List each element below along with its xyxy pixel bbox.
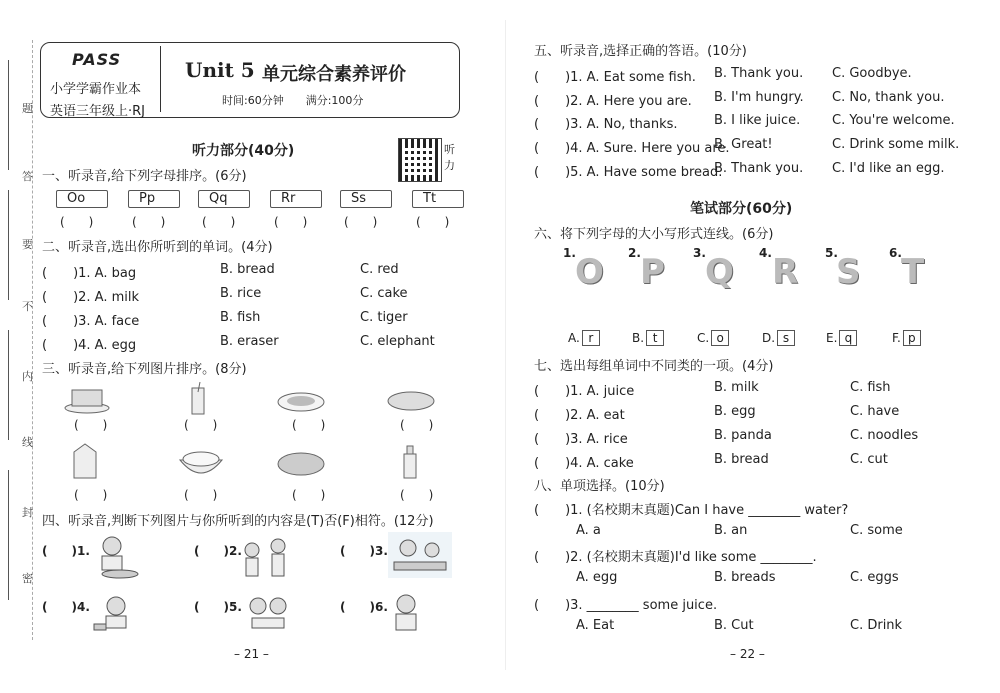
question-item: ( )1. A. bag: [42, 266, 137, 281]
question-item: ( )5. A. Have some bread.: [534, 165, 723, 180]
uppercase-letter: P: [640, 252, 665, 292]
letter-card: Pp: [128, 190, 180, 208]
egg-plate-image: [276, 450, 326, 478]
two-kids-image: [238, 536, 292, 580]
binding-line: [8, 60, 9, 170]
question-item: ( )4. A. Sure. Here you are.: [534, 141, 730, 156]
option-c: C. elephant: [360, 334, 435, 349]
lowercase-option: [826, 330, 857, 346]
girl-image: [92, 594, 134, 634]
letter-card: Qq: [198, 190, 250, 208]
fish-plate-image: [276, 388, 326, 414]
option-c: C. eggs: [850, 570, 899, 585]
lowercase-letter[interactable]: s: [777, 330, 795, 346]
binding-margin: [0, 0, 40, 693]
answer-paren[interactable]: ( ): [132, 215, 166, 229]
option-a: A. Eat: [576, 618, 615, 633]
question-item: ( )3. A. rice: [534, 432, 628, 447]
lowercase-option: [697, 330, 729, 346]
answer-paren[interactable]: ( ): [60, 215, 94, 229]
tf-item: ( )2.: [194, 544, 242, 558]
answer-paren[interactable]: ( ): [400, 488, 434, 502]
option-c: C. have: [850, 404, 900, 419]
book-subtitle: 英语三年级上·RJ: [50, 104, 145, 119]
option-c: C. tiger: [360, 310, 408, 325]
lowercase-option: [762, 330, 795, 346]
uppercase-letter: R: [772, 252, 799, 292]
lowercase-letter[interactable]: r: [582, 330, 600, 346]
unit-title: Unit 5: [185, 58, 255, 82]
question-item: ( )3. A. No, thanks.: [534, 117, 678, 132]
match-number: 3.: [693, 246, 706, 260]
answer-paren[interactable]: ( ): [416, 215, 450, 229]
family-table-image: [388, 532, 452, 578]
option-b: B. milk: [714, 380, 759, 395]
answer-paren[interactable]: ( ): [274, 215, 308, 229]
option-b: B. I like juice.: [714, 113, 801, 128]
boy-eating-image: [92, 534, 140, 580]
listening-title: 听力部分(40分): [192, 143, 295, 159]
uppercase-letter: S: [836, 252, 861, 292]
option-key: C.: [697, 331, 710, 345]
bread-image: [386, 390, 436, 412]
letter-card: Ss: [340, 190, 392, 208]
qr-code-icon[interactable]: [398, 138, 442, 182]
lowercase-option: [568, 330, 600, 346]
section-7-title: 七、选出每组单词中不同类的一项。(4分): [534, 359, 774, 374]
question-item: ( )1. (名校期末真题)Can I have ________ water?: [534, 503, 849, 518]
binding-char: 题: [22, 102, 33, 115]
tf-item: ( )1.: [42, 544, 90, 558]
tf-item: ( )4.: [42, 600, 90, 614]
option-b: B. I'm hungry.: [714, 90, 804, 105]
option-c: C. cut: [850, 452, 888, 467]
binding-line: [8, 190, 9, 300]
option-b: B. rice: [220, 286, 262, 301]
binding-char: 封: [22, 506, 33, 519]
binding-char: 内: [22, 370, 33, 383]
section-4-title: 四、听录音,判断下列图片与你所听到的内容是(T)否(F)相符。(12分): [42, 514, 434, 529]
match-number: 2.: [628, 246, 641, 260]
section-2-title: 二、听录音,选出你所听到的单词。(4分): [42, 240, 273, 255]
girl-cake-image: [244, 594, 290, 634]
option-c: C. Drink: [850, 618, 903, 633]
page-gutter: [505, 20, 506, 670]
option-key: E.: [826, 331, 838, 345]
question-item: ( )3. ________ some juice.: [534, 598, 718, 613]
cake-image: [62, 384, 112, 414]
page-number-left: – 21 –: [234, 647, 269, 661]
uppercase-letter: T: [901, 252, 925, 292]
pass-logo: PASS: [72, 50, 122, 69]
option-b: B. Cut: [714, 618, 754, 633]
answer-paren[interactable]: ( ): [400, 418, 434, 432]
question-item: ( )2. A. milk: [42, 290, 140, 305]
answer-paren[interactable]: ( ): [202, 215, 236, 229]
binding-dashed-line: [32, 40, 33, 640]
option-b: B. bread: [220, 262, 275, 277]
option-c: C. You're welcome.: [832, 113, 955, 128]
question-item: ( )1. A. Eat some fish.: [534, 70, 696, 85]
question-item: ( )3. A. face: [42, 314, 140, 329]
lowercase-letter[interactable]: o: [711, 330, 729, 346]
answer-paren[interactable]: ( ): [74, 488, 108, 502]
letter-card: Rr: [270, 190, 322, 208]
uppercase-letter: O: [575, 252, 604, 292]
qr-label: 听力: [444, 143, 455, 172]
question-item: ( )2. (名校期末真题)I'd like some ________.: [534, 550, 817, 565]
option-b: B. breads: [714, 570, 776, 585]
written-title: 笔试部分(60分): [690, 201, 793, 217]
answer-paren[interactable]: ( ): [292, 418, 326, 432]
option-c: C. some: [850, 523, 903, 538]
option-b: B. Thank you.: [714, 161, 804, 176]
binding-char: 不: [22, 300, 33, 313]
tf-item: ( )3.: [340, 544, 388, 558]
milk-carton-image: [70, 442, 100, 480]
question-item: ( )4. A. cake: [534, 456, 634, 471]
option-c: C. No, thank you.: [832, 90, 945, 105]
option-c: C. I'd like an egg.: [832, 161, 945, 176]
tf-item: ( )5.: [194, 600, 242, 614]
boy-image: [390, 592, 422, 634]
option-b: B. bread: [714, 452, 769, 467]
section-8-title: 八、单项选择。(10分): [534, 479, 665, 494]
binding-char: 密: [22, 572, 33, 585]
option-b: B. Thank you.: [714, 66, 804, 81]
section-5-title: 五、听录音,选择正确的答语。(10分): [534, 44, 747, 59]
binding-char: 线: [22, 436, 33, 449]
option-key: D.: [762, 331, 776, 345]
question-item: ( )4. A. egg: [42, 338, 137, 353]
answer-paren[interactable]: ( ): [74, 418, 108, 432]
lowercase-letter[interactable]: q: [839, 330, 857, 346]
page-number-right: – 22 –: [730, 647, 765, 661]
question-item: ( )1. A. juice: [534, 384, 635, 399]
option-b: B. eraser: [220, 334, 279, 349]
tf-item: ( )6.: [340, 600, 388, 614]
binding-line: [8, 330, 9, 440]
lowercase-letter[interactable]: t: [646, 330, 664, 346]
section-1-title: 一、听录音,给下列字母排序。(6分): [42, 169, 247, 184]
letter-card: Tt: [412, 190, 464, 208]
answer-paren[interactable]: ( ): [184, 418, 218, 432]
section-6-title: 六、将下列字母的大小写形式连线。(6分): [534, 227, 774, 242]
binding-line: [8, 470, 9, 600]
option-c: C. noodles: [850, 428, 919, 443]
answer-paren[interactable]: ( ): [344, 215, 378, 229]
option-b: B. Great!: [714, 137, 773, 152]
rice-bowl-image: [176, 446, 226, 478]
time-score: 时间:60分钟 满分:100分: [222, 94, 364, 107]
binding-char: 要: [22, 238, 33, 251]
option-a: A. egg: [576, 570, 618, 585]
question-item: ( )2. A. Here you are.: [534, 94, 692, 109]
binding-char: 答: [22, 170, 33, 183]
match-number: 4.: [759, 246, 772, 260]
match-number: 6.: [889, 246, 902, 260]
unit-subtitle: 单元综合素养评价: [262, 64, 406, 85]
question-item: ( )2. A. eat: [534, 408, 625, 423]
match-number: 1.: [563, 246, 576, 260]
option-c: C. cake: [360, 286, 408, 301]
option-b: B. egg: [714, 404, 756, 419]
juice-glass-image: [188, 382, 208, 416]
lowercase-letter[interactable]: p: [903, 330, 921, 346]
option-c: C. fish: [850, 380, 891, 395]
option-b: B. fish: [220, 310, 261, 325]
header-divider: [160, 46, 161, 112]
section-3-title: 三、听录音,给下列图片排序。(8分): [42, 362, 247, 377]
option-key: B.: [632, 331, 645, 345]
option-c: C. red: [360, 262, 399, 277]
option-a: A. a: [576, 523, 601, 538]
book-name: 小学学霸作业本: [50, 82, 142, 97]
match-number: 5.: [825, 246, 838, 260]
bottle-image: [400, 444, 420, 480]
uppercase-letter: Q: [705, 252, 734, 292]
option-c: C. Drink some milk.: [832, 137, 960, 152]
option-b: B. an: [714, 523, 748, 538]
lowercase-option: [632, 330, 664, 346]
answer-paren[interactable]: ( ): [184, 488, 218, 502]
option-b: B. panda: [714, 428, 772, 443]
option-key: A.: [568, 331, 580, 345]
letter-card: Oo: [56, 190, 108, 208]
answer-paren[interactable]: ( ): [292, 488, 326, 502]
lowercase-option: [892, 330, 921, 346]
option-key: F.: [892, 331, 901, 345]
option-c: C. Goodbye.: [832, 66, 912, 81]
